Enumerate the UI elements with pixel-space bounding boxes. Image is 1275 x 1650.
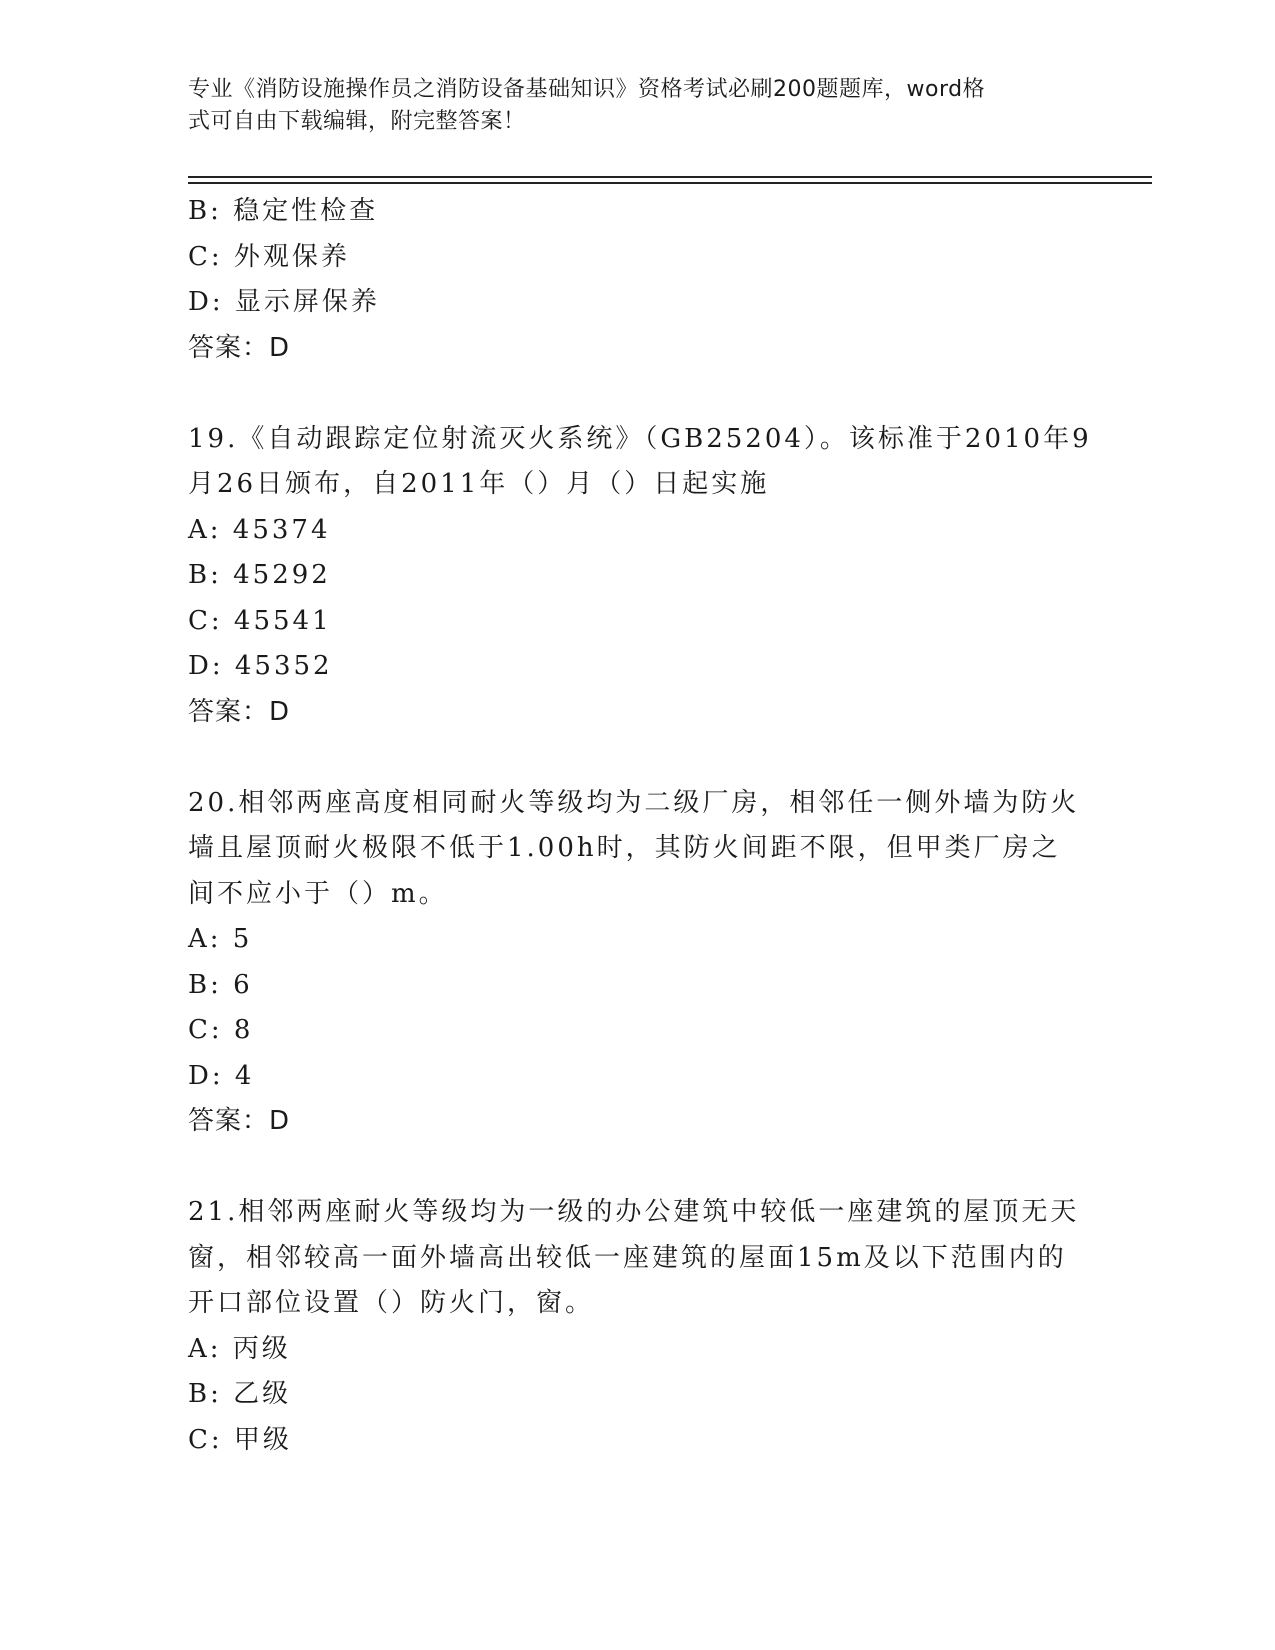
option-c: C: 甲级	[188, 1424, 292, 1455]
option-b: B: 45292	[188, 560, 331, 590]
question-line: 开口部位设置（）防火门，窗。	[188, 1288, 595, 1318]
option-b: B: 6	[188, 969, 253, 1000]
spacer	[188, 371, 1088, 417]
option-c: C: 外观保养	[188, 241, 350, 272]
option-a: A: 5	[188, 924, 253, 954]
option-a: A: 45374	[188, 514, 331, 545]
header-line-2: 式可自由下载编辑，附完整答案！	[188, 109, 526, 134]
question-line: 月26日颁布，自2011年（）月（）日起实施	[188, 469, 770, 499]
header-rule-top	[188, 176, 1152, 178]
question-text	[188, 417, 1092, 508]
spacer	[188, 735, 1088, 781]
header-rule-bottom	[188, 182, 1152, 184]
question-19	[188, 417, 1092, 736]
question-line: 墙且屋顶耐火极限不低于1.00h时，其防火间距不限，但甲类厂房之	[188, 833, 1061, 863]
option-b: B: 乙级	[188, 1379, 292, 1409]
option-d: D: 显示屏保养	[188, 287, 380, 317]
question-20	[188, 781, 1088, 1145]
question-text	[188, 1190, 1088, 1327]
question-line: 间不应小于（）m。	[188, 878, 448, 909]
question-21	[188, 1190, 1088, 1463]
answer-label: 答案：D	[188, 696, 291, 727]
question-line: 窗，相邻较高一面外墙高出较低一座建筑的屋面15m及以下范围内的	[188, 1242, 1067, 1273]
question-text	[188, 781, 1088, 918]
prev-question-block	[188, 189, 1088, 371]
question-line: 19.《自动跟踪定位射流灭火系统》（GB25204）。该标准于2010年9	[188, 423, 1092, 454]
option-d: D: 4	[188, 1060, 255, 1091]
option-d: D: 45352	[188, 651, 333, 681]
question-line: 21.相邻两座耐火等级均为一级的办公建筑中较低一座建筑的屋顶无天	[188, 1197, 1080, 1227]
option-a: A: 丙级	[188, 1333, 291, 1364]
answer-label: 答案：D	[188, 1106, 291, 1136]
option-c: C: 45541	[188, 605, 332, 636]
document-header	[188, 74, 1068, 138]
header-line-1: 专业《消防设施操作员之消防设备基础知识》资格考试必刷200题题库，word格	[188, 77, 986, 102]
spacer	[188, 1145, 1088, 1191]
question-line: 20.相邻两座高度相同耐火等级均为二级厂房，相邻任一侧外墙为防火	[188, 787, 1080, 818]
answer-label: 答案：D	[188, 332, 291, 363]
option-c: C: 8	[188, 1015, 254, 1045]
document-body	[188, 189, 1092, 1463]
option-b: B: 稳定性检查	[188, 196, 379, 226]
